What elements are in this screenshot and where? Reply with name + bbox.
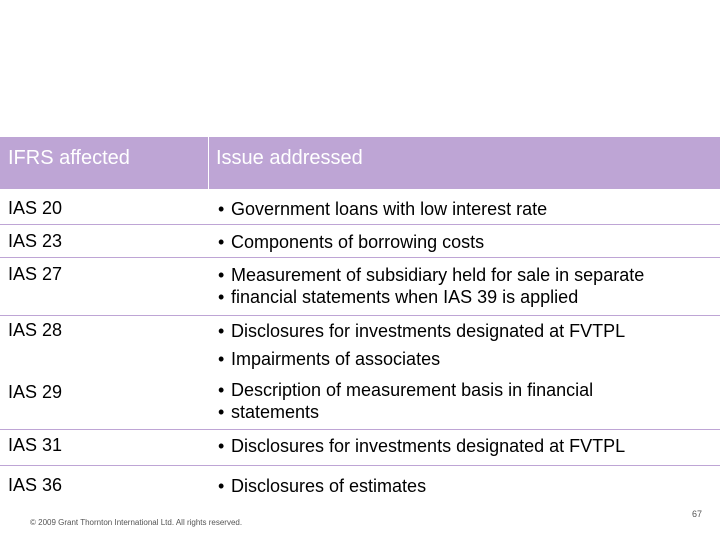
issue-bullet: • Components of borrowing costs — [218, 231, 708, 253]
issue-cell — [218, 264, 708, 308]
table-row — [0, 466, 720, 500]
table-header-row — [0, 137, 720, 190]
issue-cell — [218, 198, 708, 220]
header-ifrs-affected: IFRS affected — [8, 147, 130, 169]
header-column-divider — [208, 137, 209, 189]
header-issue-addressed: Issue addressed — [216, 147, 363, 169]
issue-bullet: • Description of measurement basis in financial — [218, 379, 708, 401]
ifrs-cell: IAS 23 — [8, 231, 63, 251]
table-row — [0, 430, 720, 464]
issue-bullet: • Disclosures for investments designated at FVTPL — [218, 435, 708, 457]
issue-continuation-text: • financial statements when IAS 39 is applied — [231, 287, 579, 307]
issue-cell — [218, 435, 708, 457]
issue-bullet: • Impairments of associates — [218, 348, 708, 370]
ifrs-cell: IAS 29 — [8, 382, 63, 402]
issue-cell — [218, 320, 708, 370]
issue-bullet: • Disclosures for investments designated at FVTPL — [218, 320, 708, 342]
issue-bullet: • Government loans with low interest rate — [218, 198, 708, 220]
issue-bullet: • Disclosures of estimates — [218, 475, 708, 497]
table-row — [0, 225, 720, 257]
table-row — [0, 316, 720, 374]
footer-copyright: © 2009 Grant Thornton International Ltd. All rights reserved. — [30, 518, 243, 527]
page-number: 67 — [692, 509, 703, 519]
issue-cell — [218, 231, 708, 253]
ifrs-cell: IAS 20 — [8, 198, 63, 218]
issue-cell — [218, 379, 708, 423]
issue-bullet-continuation — [218, 401, 708, 423]
issue-continuation-text: • statements — [231, 402, 320, 422]
ifrs-cell: IAS 28 — [8, 320, 63, 340]
table-row — [0, 190, 720, 224]
ifrs-cell: IAS 36 — [8, 475, 63, 495]
table-row — [0, 376, 720, 428]
ifrs-cell: IAS 27 — [8, 264, 63, 284]
issue-cell — [218, 475, 708, 497]
ifrs-cell: IAS 31 — [8, 435, 63, 455]
issue-bullet-continuation — [218, 286, 708, 308]
issue-bullet: • Measurement of subsidiary held for sale in separate — [218, 264, 708, 286]
table-row — [0, 258, 720, 314]
